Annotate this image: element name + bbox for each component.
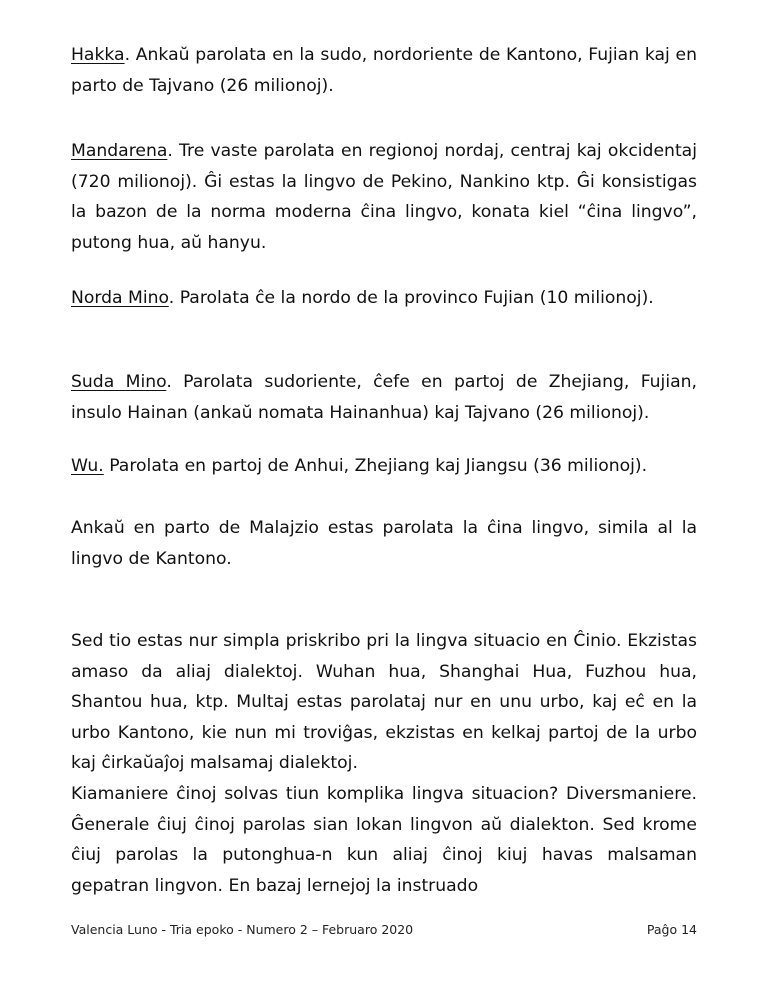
footer-publication: Valencia Luno - Tria epoko - Numero 2 – Februaro 2020 xyxy=(71,922,414,937)
paragraph-wu-text: Parolata en partoj de Anhui, Zhejiang kaj Jiangsu (36 milionoj). xyxy=(103,456,648,476)
term-suda-mino: Suda Mino xyxy=(71,372,167,392)
paragraph-mandarena-text: . Tre vaste parolata en regionoj nordaj, centraj kaj okcidentaj (720 milionoj). Ĝi estas la lingvo de Pekino, Nankino ktp. Ĝi konsistigas la bazon de la norma moderna ĉina lingvo, konata kiel “ĉina lingvo”, putong hua, aŭ hanyu. xyxy=(71,141,697,253)
term-norda-mino: Norda Mino xyxy=(71,288,169,308)
paragraph-wu xyxy=(71,451,647,482)
paragraph-norda-mino-text: . Parolata ĉe la nordo de la provinco Fujian (10 milionoj). xyxy=(168,288,654,308)
paragraph-kiamaniere: Kiamaniere ĉinoj solvas tiun komplika lingva situacion? Diversmaniere. Ĝenerale ĉiuj ĉinoj parolas sian lokan lingvon aŭ dialekton. Sed krome ĉiuj parolas la putonghua-n kun aliaj ĉinoj kiuj havas malsaman gepatran lingvon. En bazaj lernejoj la instruado xyxy=(71,784,697,896)
paragraph-hakka-text: . Ankaŭ parolata en la sudo, nordoriente de Kantono, Fujian kaj en parto de Tajvano (26 milionoj). xyxy=(71,45,697,96)
paragraph-malajzio: Ankaŭ en parto de Malajzio estas parolata la ĉina lingvo, simila al la lingvo de Kantono. xyxy=(71,518,697,569)
page-footer xyxy=(71,922,697,937)
term-hakka: Hakka xyxy=(71,45,125,65)
term-mandarena: Mandarena xyxy=(71,141,168,161)
paragraph-norda-mino xyxy=(71,283,654,314)
paragraph-dialektoj: Sed tio estas nur simpla priskribo pri la lingva situacio en Ĉinio. Ekzistas amaso da aliaj dialektoj. Wuhan hua, Shanghai Hua, Fuzhou hua, Shantou hua, ktp. Multaj estas parolataj nur en unu urbo, kaj eĉ en la urbo Kantono, kie nun mi troviĝas, ekzistas en kelkaj partoj de la urbo kaj ĉirkaŭaĵoj malsamaj dialektoj. xyxy=(71,631,697,773)
paragraph-mandarena xyxy=(71,136,697,258)
term-wu: Wu. xyxy=(71,456,104,476)
footer-page-number: Paĝo 14 xyxy=(646,922,697,937)
paragraph-suda-mino xyxy=(71,367,697,428)
paragraph-hakka xyxy=(71,40,697,101)
paragraph-suda-mino-text: . Parolata sudoriente, ĉefe en partoj de Zhejiang, Fujian, insulo Hainan (ankaŭ nomata Hainanhua) kaj Tajvano (26 milionoj). xyxy=(71,372,697,423)
